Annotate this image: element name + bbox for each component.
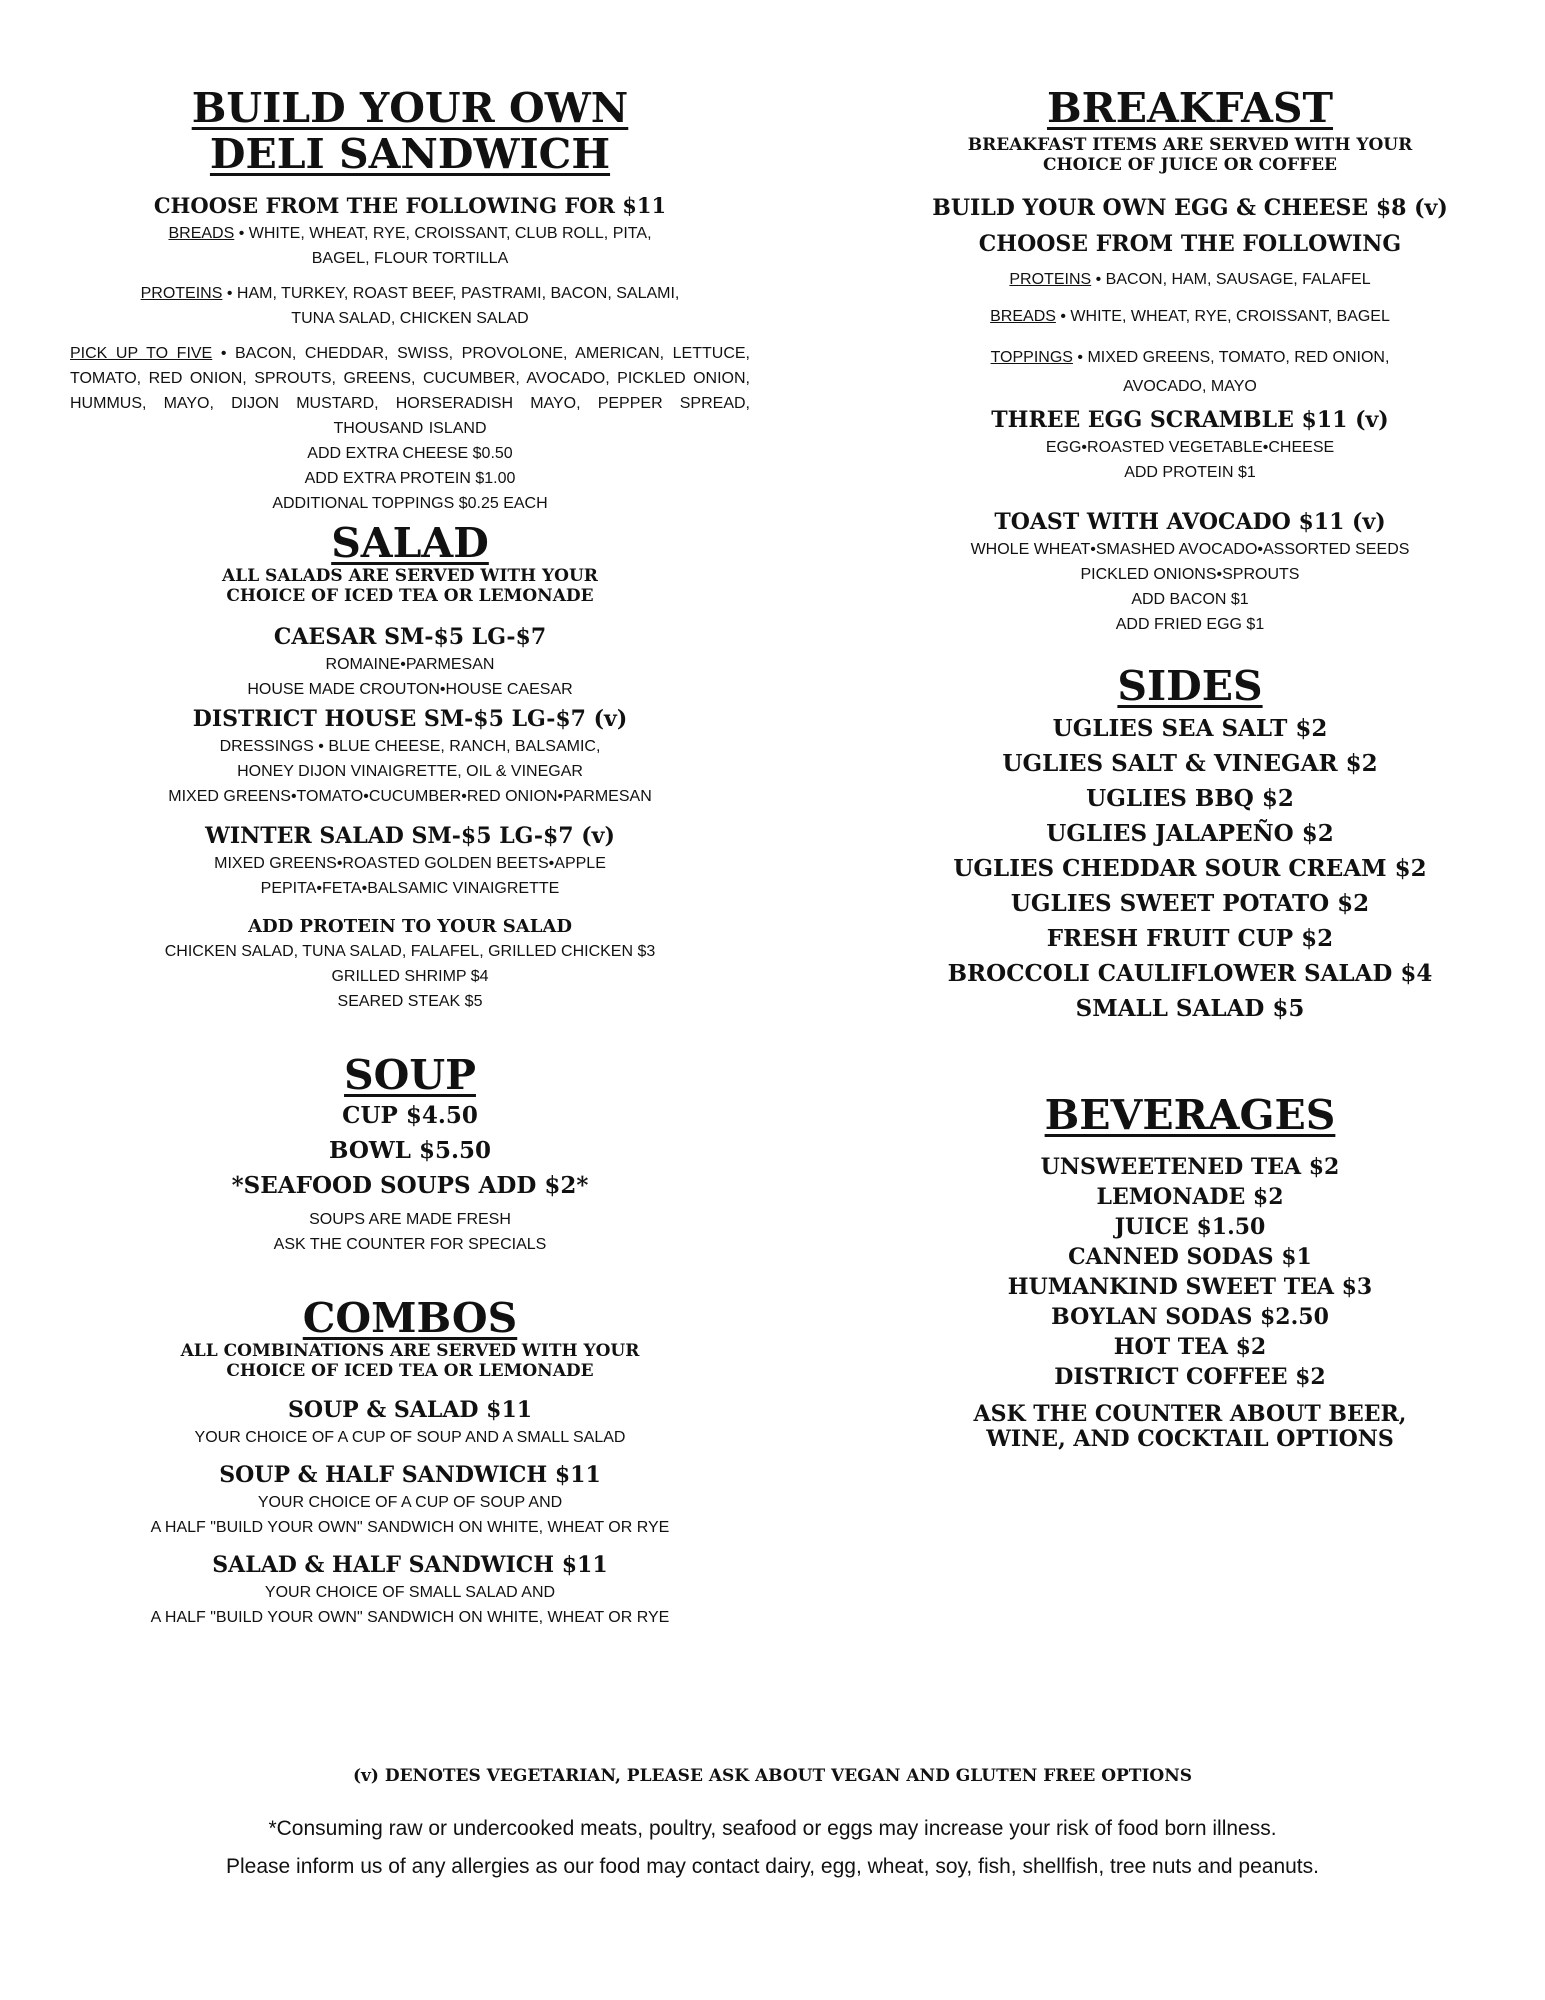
beverage-item: LEMONADE $2 xyxy=(1096,1184,1284,1210)
combo-item-name: SOUP & HALF SANDWICH $11 xyxy=(219,1462,601,1488)
sandwich-toppings xyxy=(70,341,750,441)
breads-label: BREADS xyxy=(168,225,235,242)
extra-toppings: ADDITIONAL TOPPINGS $0.25 EACH xyxy=(272,495,548,512)
toast-desc: ADD BACON $1 xyxy=(1131,591,1249,608)
salad-item-desc: PEPITA•FETA•BALSAMIC VINAIGRETTE xyxy=(260,880,560,897)
side-item: UGLIES SWEET POTATO $2 xyxy=(1010,890,1370,917)
breakfast-proteins-label: PROTEINS xyxy=(1009,271,1092,288)
beverage-item: JUICE $1.50 xyxy=(1114,1214,1266,1240)
disclaimer-line2: Please inform us of any allergies as our food may contact dairy, egg, wheat, soy, fish, shellfish, tree nuts and peanuts. xyxy=(226,1855,1319,1878)
combo-item-desc: A HALF "BUILD YOUR OWN" SANDWICH ON WHITE, WHEAT OR RYE xyxy=(150,1609,670,1626)
sides-title: SIDES xyxy=(1117,662,1263,710)
beverage-ask-line2: WINE, AND COCKTAIL OPTIONS xyxy=(986,1426,1394,1452)
sandwich-title-line2: DELI SANDWICH xyxy=(209,130,611,178)
sandwich-proteins xyxy=(70,281,750,331)
combo-item-desc: YOUR CHOICE OF SMALL SALAD AND xyxy=(264,1584,556,1601)
salad-protein-title: ADD PROTEIN TO YOUR SALAD xyxy=(248,916,572,937)
beverages-title: BEVERAGES xyxy=(1044,1091,1336,1139)
soup-title: SOUP xyxy=(344,1051,476,1099)
left-column xyxy=(70,85,750,1630)
side-item: UGLIES SEA SALT $2 xyxy=(1052,715,1328,742)
beverage-item: DISTRICT COFFEE $2 xyxy=(1054,1364,1326,1390)
sandwich-section xyxy=(70,85,750,516)
breakfast-toppings-label: TOPPINGS xyxy=(990,349,1073,366)
breakfast-breads-label: BREADS xyxy=(990,308,1056,325)
breakfast-toppings xyxy=(900,345,1480,370)
combo-item-name: SALAD & HALF SANDWICH $11 xyxy=(212,1552,608,1578)
salad-item-desc: DRESSINGS • BLUE CHEESE, RANCH, BALSAMIC, xyxy=(219,738,601,755)
soup-section xyxy=(70,1052,750,1257)
egg-cheese-item: BUILD YOUR OWN EGG & CHEESE $8 (v) xyxy=(932,195,1448,221)
sides-section xyxy=(900,663,1480,1026)
combos-title: COMBOS xyxy=(302,1294,518,1342)
soup-desc: SOUPS ARE MADE FRESH xyxy=(309,1211,511,1228)
salad-item-name: WINTER SALAD SM-$5 LG-$7 (v) xyxy=(205,823,615,849)
beverage-item: BOYLAN SODAS $2.50 xyxy=(1051,1304,1329,1330)
toast-desc: WHOLE WHEAT•SMASHED AVOCADO•ASSORTED SEEDS xyxy=(970,541,1410,558)
salad-protein-line: GRILLED SHRIMP $4 xyxy=(331,968,489,985)
salad-protein-line: SEARED STEAK $5 xyxy=(337,993,483,1010)
breakfast-toppings-text: • MIXED GREENS, TOMATO, RED ONION, xyxy=(1072,349,1390,366)
breakfast-choose: CHOOSE FROM THE FOLLOWING xyxy=(978,231,1402,257)
side-item: UGLIES JALAPEÑO $2 xyxy=(1046,820,1334,847)
soup-desc: ASK THE COUNTER FOR SPECIALS xyxy=(273,1236,547,1253)
scramble-desc: ADD PROTEIN $1 xyxy=(1124,464,1256,481)
breakfast-toppings-line2: AVOCADO, MAYO xyxy=(1123,378,1257,395)
salad-protein-line: CHICKEN SALAD, TUNA SALAD, FALAFEL, GRILLED CHICKEN $3 xyxy=(164,943,656,960)
extra-cheese: ADD EXTRA CHEESE $0.50 xyxy=(307,445,513,462)
salad-item-desc: HOUSE MADE CROUTON•HOUSE CAESAR xyxy=(247,681,573,698)
scramble-item: THREE EGG SCRAMBLE $11 (v) xyxy=(991,407,1389,433)
soup-item: BOWL $5.50 xyxy=(329,1137,491,1164)
sandwich-price: CHOOSE FROM THE FOLLOWING FOR $11 xyxy=(153,193,667,218)
breakfast-proteins-text: • BACON, HAM, SAUSAGE, FALAFEL xyxy=(1091,271,1371,288)
salad-item-desc: MIXED GREENS•ROASTED GOLDEN BEETS•APPLE xyxy=(214,855,606,872)
sandwich-title-line1: BUILD YOUR OWN xyxy=(191,84,629,132)
side-item: FRESH FRUIT CUP $2 xyxy=(1046,925,1334,952)
side-item: UGLIES SALT & VINEGAR $2 xyxy=(1002,750,1378,777)
combos-note-line2: CHOICE OF ICED TEA OR LEMONADE xyxy=(226,1361,594,1381)
salad-item-name: DISTRICT HOUSE SM-$5 LG-$7 (v) xyxy=(192,706,628,732)
beverages-section xyxy=(900,1092,1480,1452)
salad-title: SALAD xyxy=(331,519,489,567)
soup-item: CUP $4.50 xyxy=(342,1102,478,1129)
salad-note-line1: ALL SALADS ARE SERVED WITH YOUR xyxy=(222,566,598,586)
beverage-item: HUMANKIND SWEET TEA $3 xyxy=(1007,1274,1373,1300)
side-item: SMALL SALAD $5 xyxy=(1075,995,1305,1022)
combos-note-line1: ALL COMBINATIONS ARE SERVED WITH YOUR xyxy=(180,1341,640,1361)
extra-protein: ADD EXTRA PROTEIN $1.00 xyxy=(304,470,516,487)
salad-item-desc: ROMAINE•PARMESAN xyxy=(325,656,495,673)
right-column xyxy=(900,85,1480,1452)
salad-item-desc: HONEY DIJON VINAIGRETTE, OIL & VINEGAR xyxy=(237,763,583,780)
beverage-item: HOT TEA $2 xyxy=(1113,1334,1267,1360)
disclaimer xyxy=(0,1810,1545,1886)
sandwich-breads xyxy=(70,221,750,271)
breakfast-proteins xyxy=(900,267,1480,292)
proteins-text: • HAM, TURKEY, ROAST BEEF, PASTRAMI, BACON, SALAMI, TUNA SALAD, CHICKEN SALAD xyxy=(222,285,680,327)
combo-item-desc: A HALF "BUILD YOUR OWN" SANDWICH ON WHITE, WHEAT OR RYE xyxy=(150,1519,670,1536)
toast-desc: ADD FRIED EGG $1 xyxy=(1115,616,1265,633)
salad-note-line2: CHOICE OF ICED TEA OR LEMONADE xyxy=(226,586,594,606)
pick-label: PICK UP TO FIVE xyxy=(70,345,213,362)
pick-text: • BACON, CHEDDAR, SWISS, PROVOLONE, AMERICAN, LETTUCE, TOMATO, RED ONION, SPROUTS, GREENS, CUCUMBER, AVOCADO, PICKLED ONION, HUMMUS, MAYO, DIJON MUSTARD, HORSERADISH MAYO, PEPPER SPREAD, THOUSAND ISLAND xyxy=(70,345,750,437)
disclaimer-line1: *Consuming raw or undercooked meats, poultry, seafood or eggs may increase your risk of food born illness. xyxy=(268,1817,1277,1840)
toast-item: TOAST WITH AVOCADO $11 (v) xyxy=(994,509,1386,535)
breads-text: • WHITE, WHEAT, RYE, CROISSANT, CLUB ROLL, PITA, BAGEL, FLOUR TORTILLA xyxy=(234,225,652,267)
scramble-desc: EGG•ROASTED VEGETABLE•CHEESE xyxy=(1045,439,1335,456)
proteins-label: PROTEINS xyxy=(140,285,223,302)
salad-section xyxy=(70,520,750,1014)
breakfast-breads-text: • WHITE, WHEAT, RYE, CROISSANT, BAGEL xyxy=(1055,308,1390,325)
soup-item: *SEAFOOD SOUPS ADD $2* xyxy=(231,1172,589,1199)
beverage-item: UNSWEETENED TEA $2 xyxy=(1040,1154,1340,1180)
breakfast-breads xyxy=(900,304,1480,329)
breakfast-note-line1: BREAKFAST ITEMS ARE SERVED WITH YOUR xyxy=(967,135,1413,155)
beverage-ask-line1: ASK THE COUNTER ABOUT BEER, xyxy=(973,1401,1407,1427)
breakfast-section xyxy=(900,85,1480,637)
salad-item-name: CAESAR SM-$5 LG-$7 xyxy=(273,624,547,650)
beverage-item: CANNED SODAS $1 xyxy=(1068,1244,1312,1270)
vegetarian-note: (v) DENOTES VEGETARIAN, PLEASE ASK ABOUT VEGAN AND GLUTEN FREE OPTIONS xyxy=(352,1766,1193,1786)
salad-item-desc: MIXED GREENS•TOMATO•CUCUMBER•RED ONION•PARMESAN xyxy=(168,788,652,805)
breakfast-note-line2: CHOICE OF JUICE OR COFFEE xyxy=(1042,155,1338,175)
side-item: UGLIES BBQ $2 xyxy=(1086,785,1294,812)
combo-item-name: SOUP & SALAD $11 xyxy=(287,1397,533,1423)
breakfast-title: BREAKFAST xyxy=(1046,84,1334,132)
side-item: BROCCOLI CAULIFLOWER SALAD $4 xyxy=(947,960,1433,987)
side-item: UGLIES CHEDDAR SOUR CREAM $2 xyxy=(953,855,1427,882)
combos-section xyxy=(70,1295,750,1630)
combo-item-desc: YOUR CHOICE OF A CUP OF SOUP AND xyxy=(257,1494,563,1511)
combo-item-desc: YOUR CHOICE OF A CUP OF SOUP AND A SMALL SALAD xyxy=(194,1429,626,1446)
toast-desc: PICKLED ONIONS•SPROUTS xyxy=(1080,566,1300,583)
